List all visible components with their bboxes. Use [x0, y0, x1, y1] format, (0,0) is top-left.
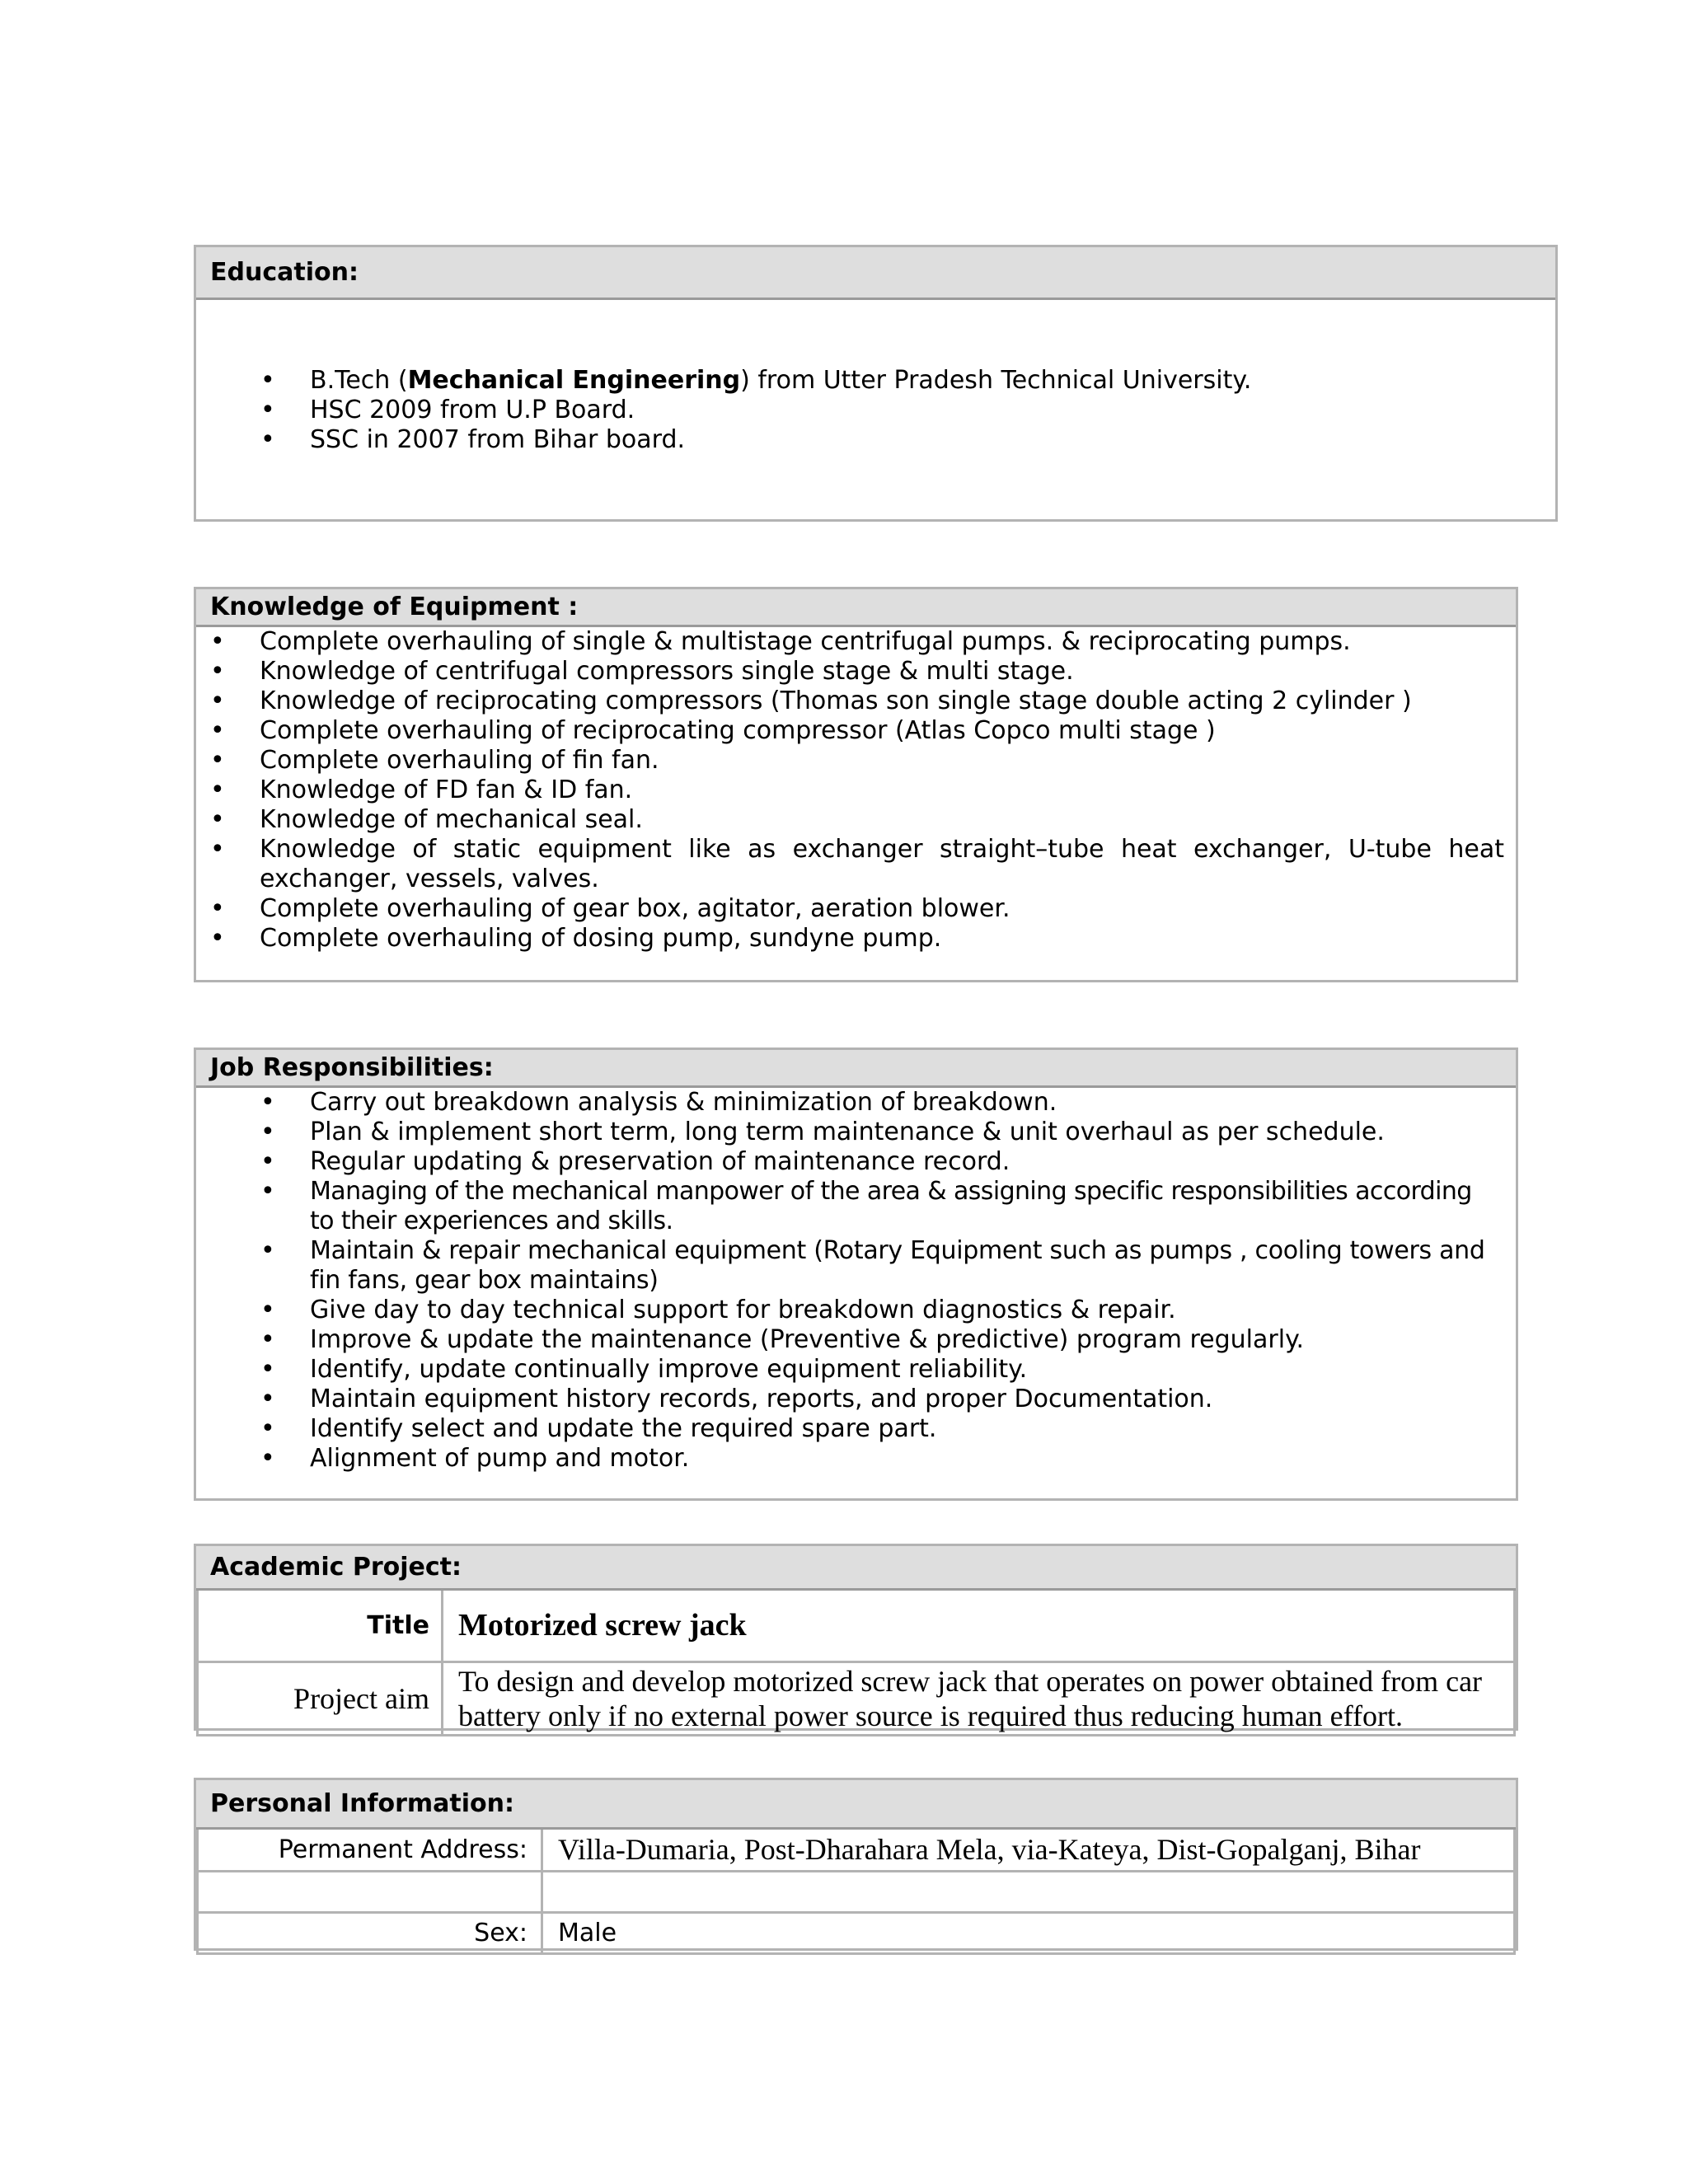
job-item-text: Improve & update the maintenance (Preventive & predictive) program regularly.	[310, 1325, 1305, 1354]
job-header: Job Responsibilities:	[196, 1050, 1516, 1088]
equipment-header: Knowledge of Equipment :	[196, 589, 1516, 627]
list-item	[196, 1444, 1516, 1474]
job-section	[194, 1047, 1518, 1501]
education-item-text: SSC in 2007 from Bihar board.	[310, 425, 686, 454]
job-item-text: Managing of the mechanical manpower of the area & assigning specific responsibilities according to their experiences and skills.	[310, 1177, 1472, 1235]
job-item-text: Carry out breakdown analysis & minimization of breakdown.	[310, 1088, 1057, 1117]
job-item-text: Give day to day technical support for breakdown diagnostics & repair.	[310, 1296, 1176, 1324]
list-item	[196, 687, 1516, 716]
bullet-icon: •	[260, 1296, 275, 1324]
table-row	[198, 1661, 1515, 1735]
bullet-icon: •	[210, 835, 225, 864]
equipment-item-text: Knowledge of FD fan & ID fan.	[260, 776, 633, 804]
project-title-value: Motorized screw jack	[443, 1591, 1515, 1661]
list-item	[196, 1088, 1516, 1118]
academic-project-section	[194, 1544, 1518, 1731]
job-item-text: Maintain equipment history records, reports, and proper Documentation.	[310, 1385, 1213, 1413]
equipment-item-text: Complete overhauling of dosing pump, sundyne pump.	[260, 924, 942, 953]
bullet-icon: •	[210, 776, 225, 804]
bullet-icon: •	[260, 1177, 275, 1206]
equipment-item-text: Complete overhauling of single & multistage centrifugal pumps. & reciprocating pumps.	[260, 627, 1351, 656]
bullet-icon: •	[260, 366, 275, 395]
project-aim-label: Project aim	[198, 1661, 443, 1735]
bullet-icon: •	[210, 924, 225, 953]
equipment-item-text: Knowledge of centrifugal compressors single stage & multi stage.	[260, 657, 1074, 686]
table-row	[198, 1912, 1515, 1953]
equipment-section	[194, 587, 1518, 982]
list-item	[196, 924, 1516, 954]
bullet-icon: •	[260, 1414, 275, 1443]
table-row	[198, 1871, 1515, 1912]
table-row	[198, 1591, 1515, 1661]
list-item	[196, 1296, 1516, 1325]
job-item-text: Regular updating & preservation of maintenance record.	[310, 1147, 1010, 1176]
bullet-icon: •	[210, 746, 225, 775]
bullet-icon: •	[260, 425, 275, 454]
list-item	[196, 425, 1555, 455]
bullet-icon: •	[260, 1355, 275, 1384]
job-item-text: Plan & implement short term, long term maintenance & unit overhaul as per schedule.	[310, 1118, 1385, 1146]
project-aim-value: To design and develop motorized screw jack that operates on power obtained from car battery only if no external power source is required thus reducing human effort.	[443, 1661, 1515, 1735]
equipment-list	[196, 627, 1516, 954]
list-item	[196, 366, 1555, 396]
list-item	[196, 1177, 1516, 1236]
job-item-text: Alignment of pump and motor.	[310, 1444, 690, 1473]
bullet-icon: •	[260, 396, 275, 424]
bullet-icon: •	[260, 1118, 275, 1146]
equipment-item-text: Complete overhauling of reciprocating compressor (Atlas Copco multi stage )	[260, 716, 1216, 745]
bullet-icon: •	[260, 1147, 275, 1176]
sex-value: Male	[542, 1912, 1515, 1953]
job-item-text: Identify, update continually improve equipment reliability.	[310, 1355, 1028, 1384]
education-header: Education:	[196, 247, 1555, 300]
education-item-bold: Mechanical Engineering	[407, 366, 741, 395]
education-list	[196, 366, 1555, 455]
list-item	[196, 1414, 1516, 1444]
list-item	[196, 716, 1516, 746]
personal-info-section	[194, 1778, 1518, 1951]
list-item	[196, 396, 1555, 425]
bullet-icon: •	[260, 1325, 275, 1354]
personal-info-table	[196, 1830, 1516, 1955]
equipment-item-text: Complete overhauling of fin fan.	[260, 746, 659, 775]
job-item-text: Identify select and update the required spare part.	[310, 1414, 937, 1443]
list-item	[196, 1325, 1516, 1355]
equipment-item-text: Complete overhauling of gear box, agitator, aeration blower.	[260, 894, 1010, 923]
list-item	[196, 1118, 1516, 1147]
list-item	[196, 1355, 1516, 1385]
list-item	[196, 657, 1516, 687]
list-item	[196, 805, 1516, 835]
job-list	[196, 1088, 1516, 1474]
list-item	[196, 746, 1516, 776]
education-item-text: ) from Utter Pradesh Technical University.	[740, 366, 1252, 395]
empty-cell	[542, 1871, 1515, 1912]
bullet-icon: •	[210, 894, 225, 923]
project-title-label: Title	[198, 1591, 443, 1661]
list-item	[196, 776, 1516, 805]
equipment-item-text: Knowledge of static equipment like as exchanger straight–tube heat exchanger, U-tube heat exchanger, vessels, valves.	[260, 835, 1504, 893]
bullet-icon: •	[260, 1088, 275, 1117]
list-item	[196, 1236, 1516, 1296]
list-item	[196, 894, 1516, 924]
education-section	[194, 245, 1558, 522]
academic-project-header: Academic Project:	[196, 1546, 1516, 1591]
list-item	[196, 835, 1516, 894]
list-item	[196, 1147, 1516, 1177]
bullet-icon: •	[210, 805, 225, 834]
equipment-item-text: Knowledge of mechanical seal.	[260, 805, 643, 834]
bullet-icon: •	[210, 716, 225, 745]
bullet-icon: •	[260, 1236, 275, 1265]
sex-label: Sex:	[198, 1912, 542, 1953]
list-item	[196, 627, 1516, 657]
address-label: Permanent Address:	[198, 1830, 542, 1871]
bullet-icon: •	[210, 627, 225, 656]
bullet-icon: •	[210, 657, 225, 686]
table-row	[198, 1830, 1515, 1871]
bullet-icon: •	[260, 1385, 275, 1413]
list-item	[196, 1385, 1516, 1414]
personal-info-header: Personal Information:	[196, 1780, 1516, 1830]
job-item-text: Maintain & repair mechanical equipment (Rotary Equipment such as pumps , cooling towers and fin fans, gear box maintains)	[310, 1236, 1485, 1295]
education-item-text: B.Tech (	[310, 366, 408, 395]
bullet-icon: •	[210, 687, 225, 715]
education-item-text: HSC 2009 from U.P Board.	[310, 396, 635, 424]
equipment-item-text: Knowledge of reciprocating compressors (Thomas son single stage double acting 2 cylinder )	[260, 687, 1412, 715]
address-value: Villa-Dumaria, Post-Dharahara Mela, via-Kateya, Dist-Gopalganj, Bihar	[542, 1830, 1515, 1871]
empty-cell	[198, 1871, 542, 1912]
bullet-icon: •	[260, 1444, 275, 1473]
academic-project-table	[196, 1591, 1516, 1736]
